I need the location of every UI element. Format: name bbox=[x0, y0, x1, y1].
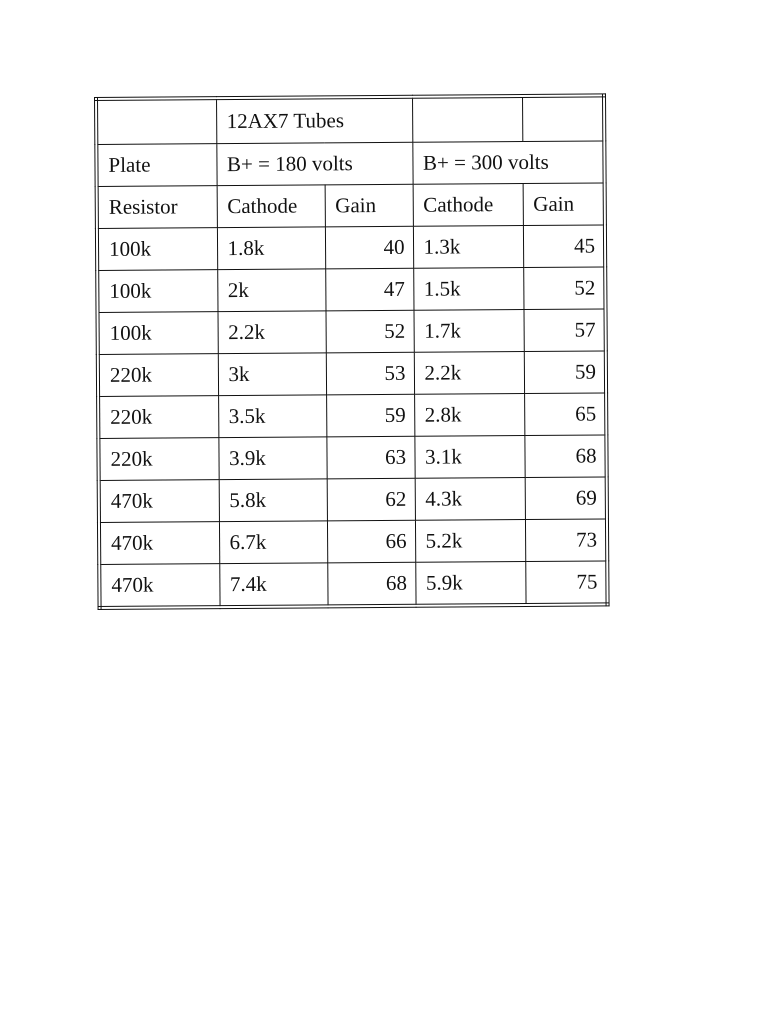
header-row-1 bbox=[96, 141, 604, 187]
gain-300v-cell: 59 bbox=[524, 351, 606, 394]
table-row bbox=[97, 267, 605, 313]
table-row bbox=[98, 393, 606, 439]
plate-resistor-cell: 100k bbox=[97, 228, 217, 271]
table-row bbox=[98, 351, 606, 397]
group-header-180v: B+ = 180 volts bbox=[216, 142, 412, 185]
cathode-180v-cell: 2.2k bbox=[218, 311, 326, 354]
cathode-300v-cell: 5.9k bbox=[415, 562, 525, 606]
gain-300v-cell: 45 bbox=[523, 225, 605, 268]
table-row bbox=[98, 309, 606, 355]
gain-300v-cell: 73 bbox=[525, 519, 607, 562]
gain-header-180v: Gain bbox=[325, 184, 413, 227]
plate-resistor-cell: 470k bbox=[99, 564, 219, 608]
cathode-300v-cell: 2.2k bbox=[414, 352, 524, 395]
table-row bbox=[99, 561, 607, 608]
cathode-header-300v: Cathode bbox=[413, 184, 523, 227]
cathode-300v-cell: 2.8k bbox=[414, 394, 524, 437]
cathode-180v-cell: 6.7k bbox=[219, 521, 327, 564]
plate-resistor-cell: 100k bbox=[98, 312, 218, 355]
table-row bbox=[98, 435, 606, 481]
tube-data-table bbox=[94, 93, 610, 610]
gain-180v-cell: 63 bbox=[326, 436, 414, 479]
gain-180v-cell: 68 bbox=[327, 562, 415, 606]
table-title: 12AX7 Tubes bbox=[216, 97, 412, 144]
table-row bbox=[97, 225, 605, 271]
plate-resistor-cell: 470k bbox=[99, 522, 219, 565]
plate-resistor-cell: 220k bbox=[98, 354, 218, 397]
table-row bbox=[99, 519, 607, 565]
cathode-300v-cell: 1.7k bbox=[413, 310, 523, 353]
cathode-180v-cell: 1.8k bbox=[217, 227, 325, 270]
gain-180v-cell: 62 bbox=[327, 478, 415, 521]
plate-resistor-cell: 470k bbox=[99, 480, 219, 523]
plate-resistor-cell: 100k bbox=[97, 270, 217, 313]
empty-corner-cell bbox=[96, 98, 216, 144]
cathode-180v-cell: 3k bbox=[218, 353, 326, 396]
gain-300v-cell: 65 bbox=[524, 393, 606, 436]
gain-180v-cell: 53 bbox=[326, 352, 414, 395]
cathode-300v-cell: 5.2k bbox=[415, 520, 525, 563]
plate-resistor-cell: 220k bbox=[98, 438, 218, 481]
gain-300v-cell: 57 bbox=[523, 309, 605, 352]
cathode-180v-cell: 2k bbox=[217, 269, 325, 312]
gain-180v-cell: 47 bbox=[325, 268, 413, 311]
title-row bbox=[96, 95, 604, 144]
plate-header: Plate bbox=[96, 144, 216, 187]
empty-title-cell bbox=[522, 95, 604, 141]
header-row-2 bbox=[97, 183, 605, 229]
gain-180v-cell: 66 bbox=[327, 520, 415, 563]
gain-300v-cell: 52 bbox=[523, 267, 605, 310]
resistor-header: Resistor bbox=[97, 186, 217, 229]
cathode-180v-cell: 7.4k bbox=[219, 563, 327, 607]
cathode-300v-cell: 1.3k bbox=[413, 226, 523, 269]
table-row bbox=[99, 477, 607, 523]
empty-title-cell bbox=[412, 96, 522, 142]
plate-resistor-cell: 220k bbox=[98, 396, 218, 439]
cathode-300v-cell: 4.3k bbox=[415, 478, 525, 521]
gain-180v-cell: 52 bbox=[325, 310, 413, 353]
group-header-300v: B+ = 300 volts bbox=[412, 141, 604, 184]
gain-300v-cell: 68 bbox=[524, 435, 606, 478]
cathode-300v-cell: 1.5k bbox=[413, 268, 523, 311]
cathode-180v-cell: 5.8k bbox=[219, 479, 327, 522]
cathode-header-180v: Cathode bbox=[217, 185, 325, 228]
gain-header-300v: Gain bbox=[523, 183, 605, 226]
gain-180v-cell: 59 bbox=[326, 394, 414, 437]
cathode-300v-cell: 3.1k bbox=[414, 436, 524, 479]
cathode-180v-cell: 3.5k bbox=[218, 395, 326, 438]
table-body bbox=[96, 95, 608, 608]
cathode-180v-cell: 3.9k bbox=[218, 437, 326, 480]
gain-180v-cell: 40 bbox=[325, 226, 413, 269]
gain-300v-cell: 75 bbox=[525, 561, 607, 605]
gain-300v-cell: 69 bbox=[525, 477, 607, 520]
